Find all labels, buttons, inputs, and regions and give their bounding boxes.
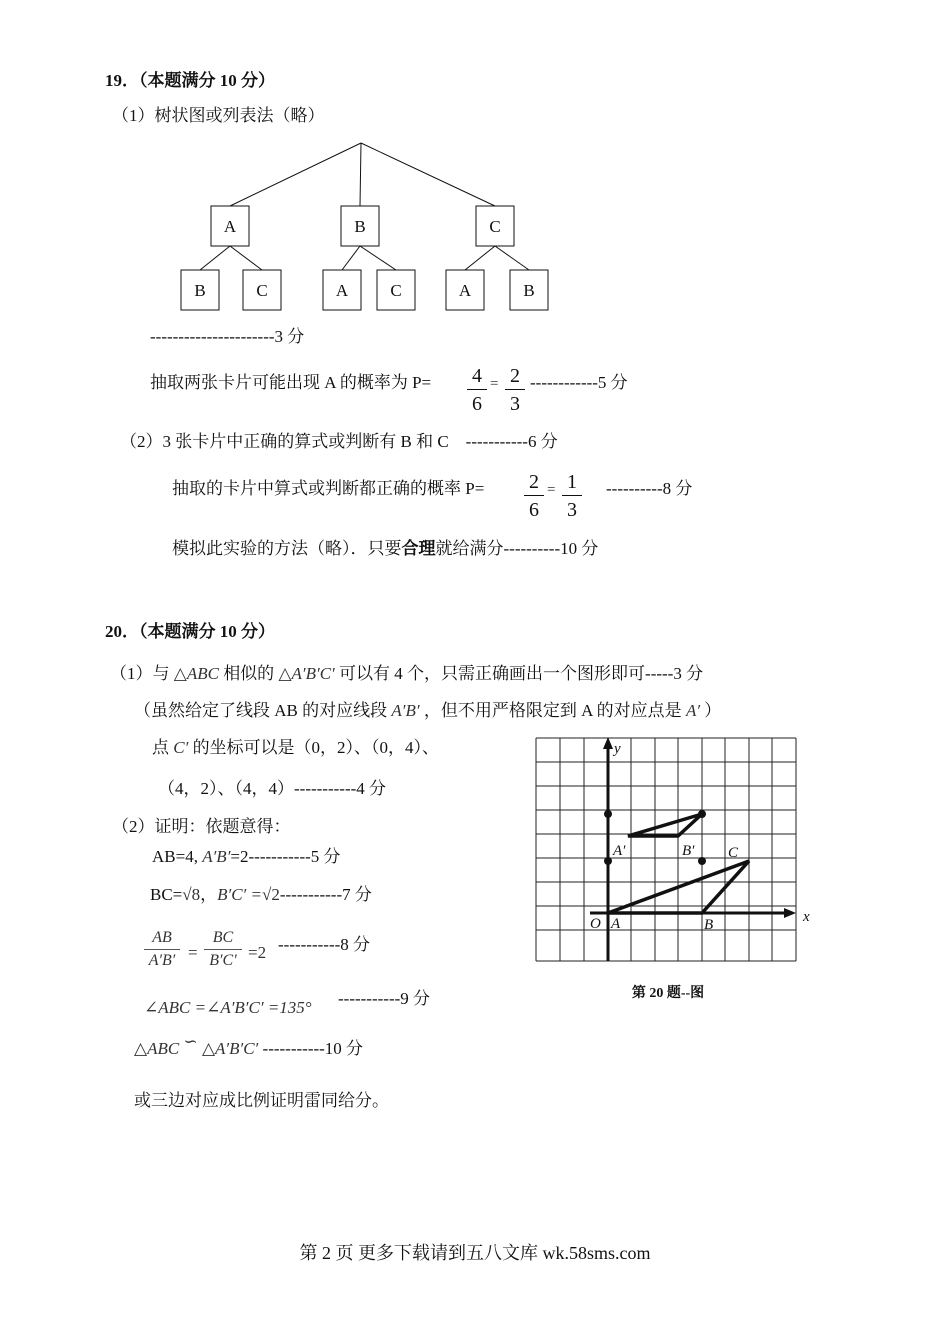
q20-line6-b: =2-----------5 分 [230, 847, 341, 866]
tree-edge [342, 246, 360, 270]
tree-label: B [354, 217, 366, 236]
q20-line10-tri1: △ABC [134, 1039, 180, 1058]
q19-part3-bold: 合理 [401, 539, 436, 558]
q20-line1-a: （1）与 [110, 664, 170, 683]
figure-caption: 第 20 题--图 [631, 986, 705, 1001]
q19-part3-b: 就给满分----------10 分 [435, 539, 599, 558]
q19-part2b-fraction-2: 1 3 [562, 472, 582, 520]
q19-score-3: ----------------------3 分 [150, 327, 305, 346]
q20-line3-b: 的坐标可以是（0，2）、（0，4）、 [192, 738, 440, 757]
tree-edge [465, 246, 495, 270]
q20-sqrt2: √2 [262, 885, 280, 904]
q20-sqrt8: √8 [182, 885, 201, 904]
q20-line1-b: 相似的 [223, 664, 275, 683]
point-dot [604, 810, 612, 818]
q19-part3-a: 模拟此实验的方法（略）．只要 [172, 539, 402, 558]
point-dot [698, 857, 706, 865]
tree-label: A [458, 281, 472, 300]
label-c: C [728, 845, 739, 861]
q20-similar-sign: ∽ [183, 1032, 198, 1051]
q20-line7: BC=√8，B′C′ =√2-----------7 分 [150, 885, 372, 904]
q20-line9-score: -----------9 分 [338, 989, 431, 1008]
tree-edge [230, 246, 262, 270]
axis-label-x: x [803, 909, 810, 925]
q20-heading: 20．（本题满分 10 分） [105, 622, 275, 641]
q20-line2 [134, 702, 721, 719]
q20-line3-a: 点 [152, 738, 169, 757]
q20-line1 [110, 665, 703, 682]
q20-line6 [152, 848, 341, 865]
q20-line11: 或三边对应成比例证明雷同给分。 [134, 1091, 389, 1110]
q20-line4: （4，2）、（4，4）-----------4 分 [158, 779, 387, 798]
label-o: O [590, 916, 601, 932]
y-axis-arrow [603, 737, 613, 749]
tree-label: C [256, 281, 268, 300]
tree-edge [230, 143, 361, 206]
label-a: A [611, 916, 621, 932]
tree-diagram [170, 138, 570, 318]
q19-part2b-fraction-1: 2 6 [524, 472, 544, 520]
tree-edge [361, 143, 495, 206]
q20-line2-b: ，但不用严格限定到 A 的对应点是 [423, 701, 682, 720]
q19-part3 [172, 540, 598, 557]
q20-line2-c: ） [704, 701, 722, 720]
tree-edge [495, 246, 529, 270]
q19-prob-score: ------------5 分 [530, 373, 628, 392]
q20-fraction-bc: BC B′C′ [204, 930, 242, 969]
tree-label: C [489, 217, 501, 236]
q20-line10-tri2: △A′B′C′ [201, 1039, 259, 1058]
q20-line6-math: A′B′ [202, 847, 231, 866]
q19-part2b-text: 抽取的卡片中算式或判断都正确的概率 P= [172, 479, 485, 498]
q20-triangle-a1b1c1: △A′B′C′ [278, 664, 335, 683]
tree-label: C [390, 281, 402, 300]
q20-point-c1: C′ [173, 738, 189, 757]
page-footer: 第 2 页 更多下载请到五八文库 wk.58sms.com [299, 1243, 651, 1263]
q20-line6-a: AB=4, [152, 847, 198, 866]
q20-line10-score: -----------10 分 [262, 1039, 364, 1058]
tree-label: A [223, 217, 237, 236]
tree-label: B [194, 281, 206, 300]
axis-label-y: y [614, 741, 621, 757]
q20-fraction-ab: AB A′B′ [144, 930, 180, 969]
q19-part1: （1）树状图或列表法（略） [112, 106, 325, 125]
q20-figure [530, 733, 820, 1008]
q20-line3 [152, 739, 439, 756]
label-a1: A′ [613, 843, 626, 859]
q20-line2-a: （虽然给定了线段 AB 的对应线段 [134, 701, 388, 720]
q20-segment-a1b1: A′B′ [391, 701, 420, 720]
q20-line8-eq: = [188, 943, 198, 962]
q19-part2b-eq: = [547, 482, 556, 498]
q19-prob-text: 抽取两张卡片可能出现 A 的概率为 P= [150, 373, 432, 392]
q20-angle-equation: ∠ABC =∠A′B′C′ =135° [144, 998, 312, 1017]
q20-line10 [134, 1032, 364, 1058]
q20-line7-a: BC= [150, 885, 183, 904]
point-dot [604, 857, 612, 865]
tree-label: B [523, 281, 535, 300]
q20-line8-score: -----------8 分 [278, 935, 371, 954]
q20-line5: （2）证明：依题意得： [112, 817, 291, 836]
tree-edge [200, 246, 230, 270]
triangle-a1b1c1 [628, 814, 702, 836]
x-axis-arrow [784, 908, 796, 918]
label-b: B [704, 917, 714, 933]
q20-line7-b: -----------7 分 [279, 885, 372, 904]
q20-point-a1: A′ [685, 701, 701, 720]
q20-line7-math: B′C′ = [217, 885, 262, 904]
q19-part2b-score: ----------8 分 [606, 479, 693, 498]
label-b1: B′ [682, 843, 695, 859]
q19-part2: （2）3 张卡片中正确的算式或判断有 B 和 C -----------6 分 [120, 432, 558, 451]
q20-line1-c: 可以有 4 个，只需正确画出一个图形即可-----3 分 [339, 664, 704, 683]
q19-prob-fraction-1: 4 6 [467, 366, 487, 414]
tree-label: A [335, 281, 349, 300]
tree-edge [360, 143, 361, 206]
point-dot [698, 810, 706, 818]
tree-edge [360, 246, 396, 270]
q19-prob-fraction-2: 2 3 [505, 366, 525, 414]
q20-line8-eq2: =2 [248, 943, 267, 962]
q19-prob-eq: = [490, 376, 499, 392]
q20-triangle-abc: △ABC [173, 664, 219, 683]
q19-heading: 19．（本题满分 10 分） [105, 71, 275, 90]
